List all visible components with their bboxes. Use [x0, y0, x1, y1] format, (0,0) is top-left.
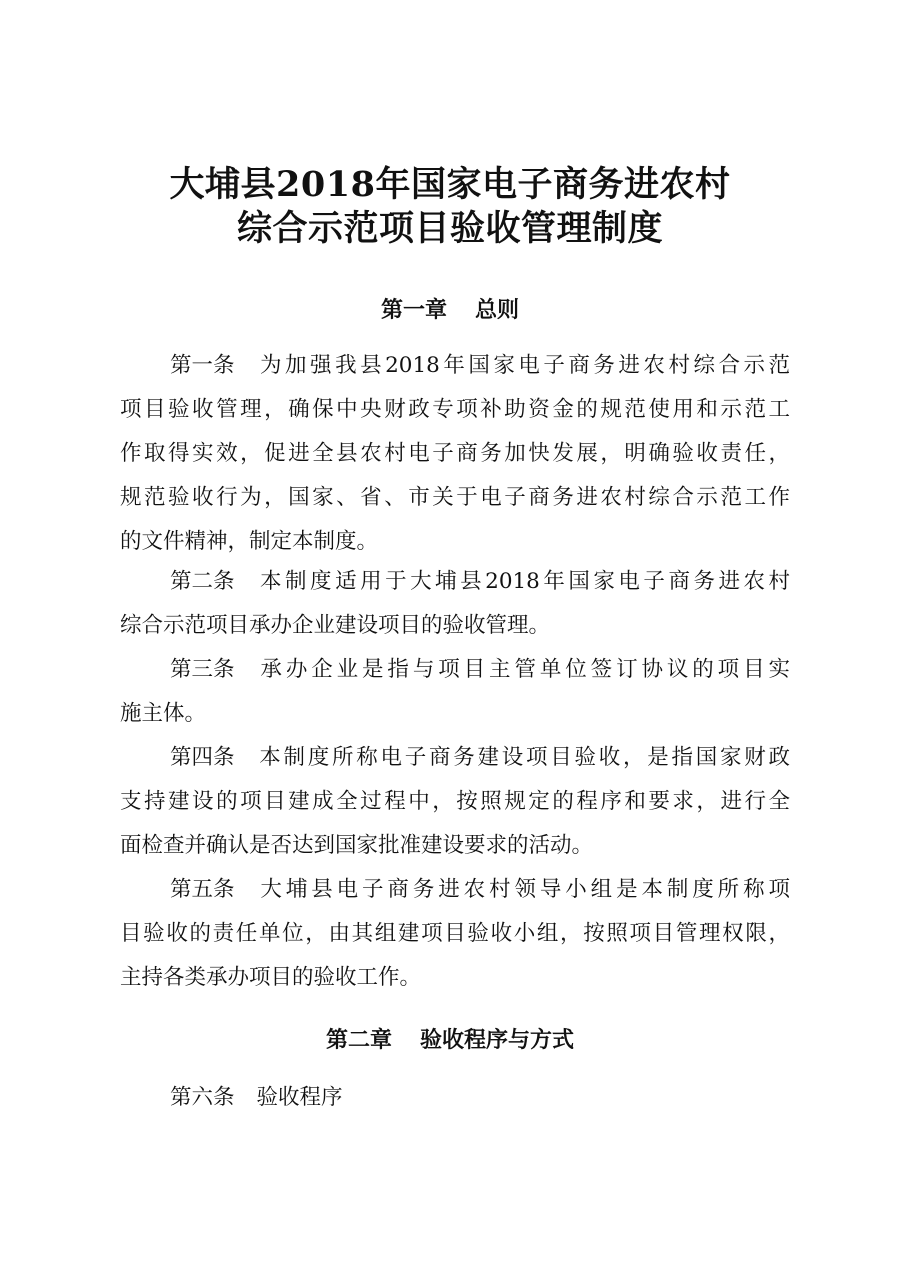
document-title-line-1: 大埔县2018年国家电子商务进农村 — [169, 164, 731, 205]
article-line: 规范验收行为，国家、省、市关于电子商务进农村综合示范工作 — [120, 485, 790, 510]
article-line: 第三条 承办企业是指与项目主管单位签订协议的项目实 — [120, 648, 790, 692]
chapter-1-heading — [0, 296, 900, 326]
article-line: 第二条 本制度适用于大埔县2018年国家电子商务进农村 — [120, 560, 790, 604]
article-label: 第二条 — [170, 569, 235, 594]
article-line: 项目验收管理，确保中央财政专项补助资金的规范使用和示范工 — [120, 397, 790, 422]
article-line: 综合示范项目承办企业建设项目的验收管理。 — [120, 613, 551, 638]
article-line: 施主体。 — [120, 701, 207, 726]
article-line: 第五条 大埔县电子商务进农村领导小组是本制度所称项 — [120, 868, 790, 912]
article-line: 的文件精神，制定本制度。 — [120, 529, 379, 554]
article-line: 面检查并确认是否达到国家批准建设要求的活动。 — [120, 833, 594, 858]
article-label: 第五条 — [170, 877, 235, 902]
chapter-1-name: 总则 — [475, 298, 520, 323]
article-3 — [120, 648, 790, 736]
article-line: 第一条 为加强我县2018年国家电子商务进农村综合示范 — [120, 344, 790, 388]
article-line: 第四条 本制度所称电子商务建设项目验收，是指国家财政 — [120, 736, 790, 780]
article-line: 主持各类承办项目的验收工作。 — [120, 965, 422, 990]
article-4 — [120, 736, 790, 868]
article-label: 第四条 — [170, 745, 235, 770]
article-line: 作取得实效，促进全县农村电子商务加快发展，明确验收责任， — [120, 441, 790, 466]
article-line: 支持建设的项目建成全过程中，按照规定的程序和要求，进行全 — [120, 789, 790, 814]
chapter-2-number: 第二章 — [325, 1028, 392, 1053]
article-1 — [120, 344, 790, 564]
chapter-1-number: 第一章 — [380, 298, 447, 323]
chapter-2-heading — [0, 1026, 900, 1056]
article-6 — [120, 1076, 790, 1120]
article-label: 第一条 — [170, 353, 235, 378]
article-line: 目验收的责任单位，由其组建项目验收小组，按照项目管理权限， — [120, 921, 790, 946]
article-label: 第六条 — [170, 1085, 235, 1110]
article-6-text: 验收程序 — [256, 1085, 343, 1110]
article-5 — [120, 868, 790, 1000]
document-title-line-2: 综合示范项目验收管理制度 — [236, 208, 663, 249]
article-2 — [120, 560, 790, 648]
article-line — [120, 1076, 790, 1120]
chapter-2-name: 验收程序与方式 — [420, 1028, 575, 1053]
article-label: 第三条 — [170, 657, 235, 682]
